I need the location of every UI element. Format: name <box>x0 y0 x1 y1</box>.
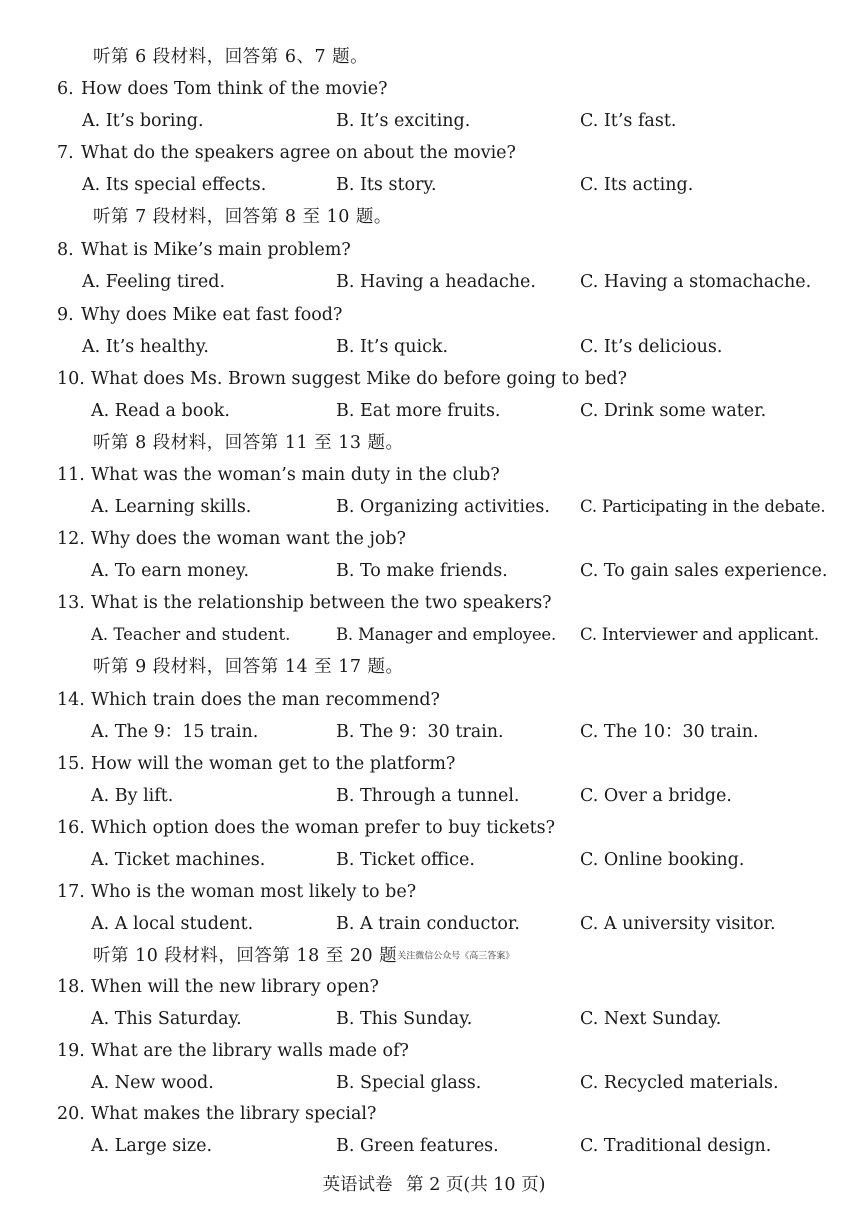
option-a: A. Ticket machines. <box>91 850 266 870</box>
question-number: 9. <box>57 305 74 325</box>
question-stem <box>0 1036 868 1066</box>
option-b: B. Ticket office. <box>336 850 475 870</box>
option-a: A. Read a book. <box>91 401 230 421</box>
option-a: A. It’s boring. <box>82 111 204 131</box>
option-a: A. Feeling tired. <box>82 272 226 292</box>
question-text: What makes the library special? <box>91 1104 377 1124</box>
option-b: B. Organizing activities. <box>336 497 550 517</box>
footer-subject: 英语试卷 <box>322 1175 393 1195</box>
option-c: C. Having a stomachache. <box>580 272 812 292</box>
question-text: What was the woman’s main duty in the club? <box>91 465 500 485</box>
option-a: A. To earn money. <box>91 561 250 581</box>
question-number: 16. <box>57 818 85 838</box>
option-c: C. Next Sunday. <box>580 1009 722 1029</box>
option-c: C. Traditional design. <box>580 1136 772 1156</box>
question-stem <box>0 524 868 554</box>
question-number: 17. <box>57 882 85 902</box>
section-heading: 听第 8 段材料，回答第 11 至 13 题。 <box>93 433 404 453</box>
question-number: 10. <box>57 369 85 389</box>
question-text: What do the speakers agree on about the movie? <box>81 143 516 163</box>
option-a: A. It’s healthy. <box>82 337 209 357</box>
option-c: C. It’s delicious. <box>580 337 723 357</box>
question-stem <box>0 138 868 168</box>
option-b: B. It’s quick. <box>336 337 449 357</box>
question-options <box>0 845 868 875</box>
option-b: B. Having a headache. <box>336 272 536 292</box>
question-options <box>0 1004 868 1034</box>
question-stem <box>0 74 868 104</box>
option-b: B. It’s exciting. <box>336 111 471 131</box>
option-c: C. Recycled materials. <box>580 1073 779 1093</box>
question-options <box>0 1068 868 1098</box>
option-c: C. Over a bridge. <box>580 786 732 806</box>
question-text: What is Mike’s main problem? <box>81 240 351 260</box>
option-a: A. The 9：15 train. <box>91 722 259 742</box>
question-number: 8. <box>57 240 74 260</box>
question-text: Which train does the man recommend? <box>91 690 440 710</box>
option-c: C. To gain sales experience. <box>580 561 828 581</box>
question-options <box>0 106 868 136</box>
option-c: C. It’s fast. <box>580 111 677 131</box>
question-text: Which option does the woman prefer to buy tickets? <box>91 818 555 838</box>
question-text: When will the new library open? <box>91 977 379 997</box>
question-text: Why does the woman want the job? <box>91 529 406 549</box>
question-number: 7. <box>57 143 74 163</box>
option-b: B. Special glass. <box>336 1073 482 1093</box>
question-options <box>0 1131 868 1161</box>
question-stem <box>0 749 868 779</box>
question-number: 15. <box>57 754 85 774</box>
question-number: 11. <box>57 465 85 485</box>
question-text: Who is the woman most likely to be? <box>91 882 417 902</box>
page-footer <box>0 1170 868 1200</box>
option-b: B. A train conductor. <box>336 914 520 934</box>
section-heading-text: 听第 10 段材料，回答第 18 至 20 题 <box>93 946 398 966</box>
question-stem <box>0 460 868 490</box>
footer-page-number: 第 2 页(共 10 页) <box>406 1175 546 1195</box>
question-stem <box>0 877 868 907</box>
option-b: B. Eat more fruits. <box>336 401 501 421</box>
option-c: C. A university visitor. <box>580 914 776 934</box>
section-heading: 听第 7 段材料，回答第 8 至 10 题。 <box>93 207 392 227</box>
option-c: C. Interviewer and applicant. <box>580 625 819 644</box>
question-options <box>0 170 868 200</box>
option-b: B. Manager and employee. <box>336 625 557 644</box>
question-stem <box>0 685 868 715</box>
option-a: A. By lift. <box>91 786 174 806</box>
question-stem <box>0 972 868 1002</box>
question-text: Why does Mike eat fast food? <box>81 305 343 325</box>
option-a: A. Learning skills. <box>91 497 252 517</box>
option-b: B. To make friends. <box>336 561 508 581</box>
question-stem <box>0 300 868 330</box>
option-c: C. Online booking. <box>580 850 745 870</box>
question-options <box>0 717 868 747</box>
option-a: A. This Saturday. <box>91 1009 242 1029</box>
question-text: What is the relationship between the two speakers? <box>91 593 552 613</box>
question-text: What does Ms. Brown suggest Mike do before going to bed? <box>91 369 627 389</box>
question-options <box>0 396 868 426</box>
question-options <box>0 909 868 939</box>
question-number: 12. <box>57 529 85 549</box>
question-number: 20. <box>57 1104 85 1124</box>
option-c: C. Drink some water. <box>580 401 767 421</box>
option-b: B. This Sunday. <box>336 1009 473 1029</box>
question-number: 13. <box>57 593 85 613</box>
option-c: C. The 10：30 train. <box>580 722 759 742</box>
question-number: 14. <box>57 690 85 710</box>
section-heading: 听第 6 段材料，回答第 6、7 题。 <box>93 47 369 67</box>
question-text: How does Tom think of the movie? <box>81 79 388 99</box>
question-stem <box>0 364 868 394</box>
question-options <box>0 781 868 811</box>
question-text: How will the woman get to the platform? <box>91 754 456 774</box>
question-options <box>0 492 868 522</box>
question-text: What are the library walls made of? <box>91 1041 409 1061</box>
section-heading: 听第 9 段材料，回答第 14 至 17 题。 <box>93 657 404 677</box>
question-options <box>0 267 868 297</box>
question-stem <box>0 1099 868 1129</box>
question-options <box>0 332 868 362</box>
option-a: A. New wood. <box>91 1073 214 1093</box>
option-b: B. The 9：30 train. <box>336 722 504 742</box>
option-a: A. Large size. <box>91 1136 213 1156</box>
option-a: A. Its special effects. <box>82 175 267 195</box>
question-options <box>0 620 868 650</box>
option-b: B. Its story. <box>336 175 437 195</box>
option-c: C. Its acting. <box>580 175 694 195</box>
question-stem <box>0 235 868 265</box>
option-a: A. Teacher and student. <box>91 625 291 644</box>
question-stem <box>0 813 868 843</box>
option-a: A. A local student. <box>91 914 254 934</box>
question-number: 18. <box>57 977 85 997</box>
option-b: B. Green features. <box>336 1136 499 1156</box>
question-number: 19. <box>57 1041 85 1061</box>
question-number: 6. <box>57 79 74 99</box>
section-heading <box>0 941 868 971</box>
question-stem <box>0 588 868 618</box>
question-options <box>0 556 868 586</box>
option-b: B. Through a tunnel. <box>336 786 520 806</box>
watermark-text: 关注微信公众号《高三答案》 <box>397 951 515 962</box>
option-c: C. Participating in the debate. <box>580 497 826 516</box>
